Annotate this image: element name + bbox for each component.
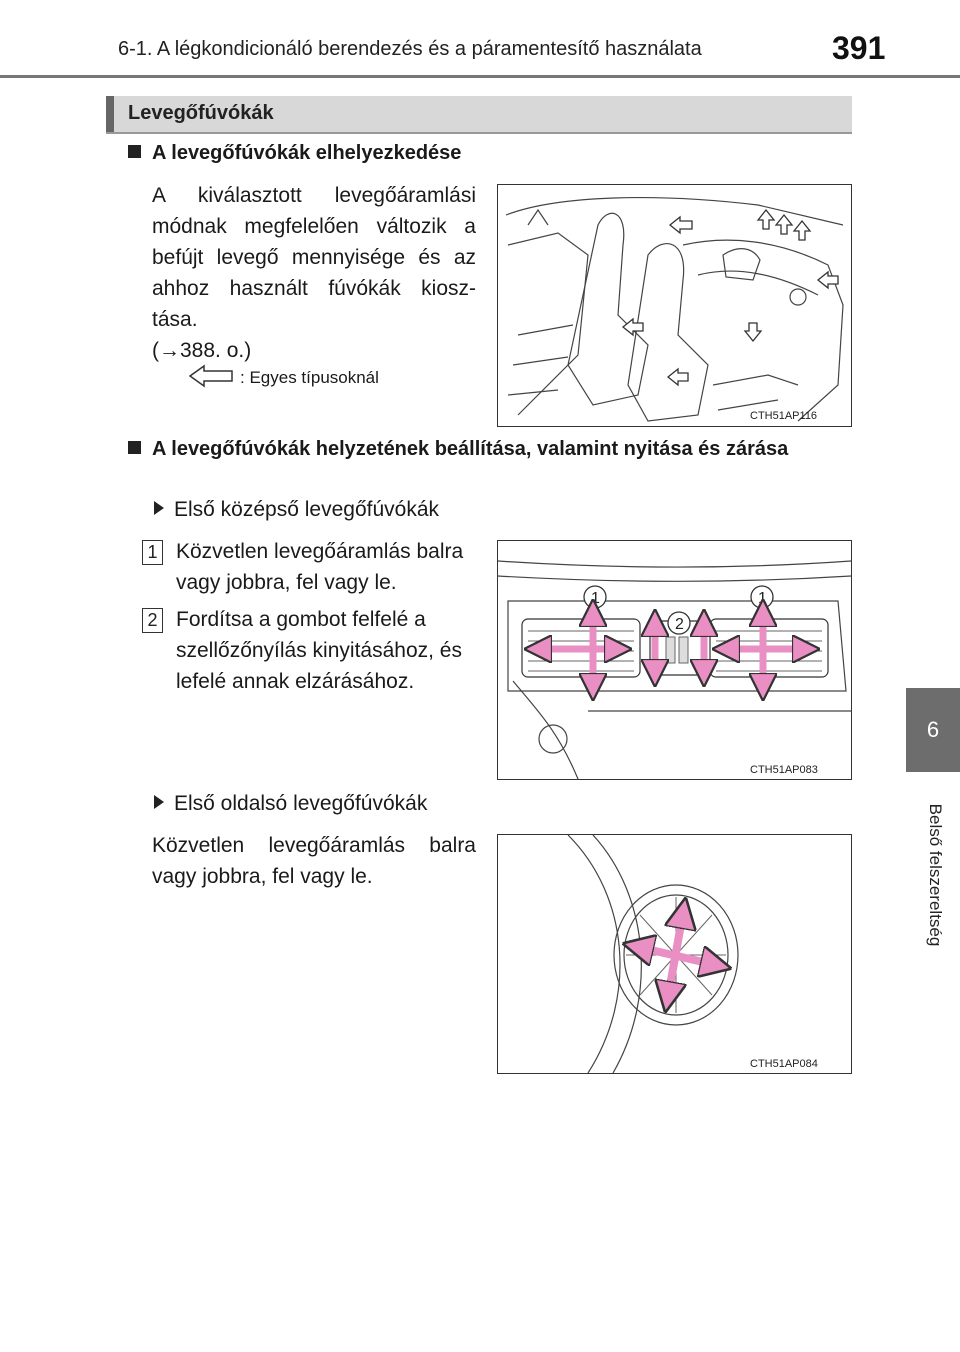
chapter-title: 6-1. A légkondicionáló berendezés és a páramentesítő használata xyxy=(118,38,702,60)
square-bullet-icon xyxy=(128,441,141,454)
figure-side-vent xyxy=(497,834,852,1074)
sub1-title xyxy=(154,498,439,522)
square-bullet-icon xyxy=(128,145,141,158)
page-number: 391 xyxy=(832,30,886,66)
chapter-side-label xyxy=(890,790,960,960)
chapter-side-label-text: Belső felszereltség xyxy=(926,803,945,947)
figure-label-2: 2 xyxy=(675,616,684,633)
sub2-text: Közvetlen levegőáramlás balra vagy jobbra, fel vagy le. xyxy=(152,834,476,888)
section-rule xyxy=(106,132,852,134)
item-number-2: 2 xyxy=(142,608,163,633)
item-number-1: 1 xyxy=(142,540,163,565)
figure2-code: CTH51AP083 xyxy=(750,764,818,776)
block2-heading xyxy=(128,434,848,465)
section-title: Levegőfúvókák xyxy=(128,102,274,124)
block1-heading xyxy=(128,142,461,165)
sub2-title xyxy=(154,792,427,816)
triangle-bullet-icon xyxy=(154,795,164,809)
block2-heading-text: A levegőfúvókák helyzetének beállítása, valamint nyitása és zárása xyxy=(152,438,789,460)
header-rule xyxy=(0,75,960,78)
figure-center-vents xyxy=(497,540,852,780)
section-title-bar xyxy=(106,96,852,132)
sub1-item1-text: Közvetlen levegőáramlás balra vagy jobbra, fel vagy le. xyxy=(176,540,464,594)
arrow-legend-icon xyxy=(188,364,234,388)
block1-text: A kiválasztott levegőáramlási módnak megfelelően változik a befújt levegő mennyisége és az ahhoz használt fúvókák kiosz- tása. xyxy=(152,184,476,331)
block1-heading-text: A levegőfúvókák elhelyezkedése xyxy=(152,142,462,164)
figure-label-1a: 1 xyxy=(591,590,600,607)
figure3-code: CTH51AP084 xyxy=(750,1058,818,1070)
figure1-code: CTH51AP116 xyxy=(750,410,818,422)
sub1-title-text: Első középső levegőfúvókák xyxy=(174,498,439,521)
figure-label-1b: 1 xyxy=(758,590,767,607)
block1-ref[interactable]: (→388. o.) xyxy=(152,339,252,362)
legend-text: : Egyes típusoknál xyxy=(240,368,379,387)
sub1-item2-text: Fordítsa a gombot felfelé a szellőzőnyílás kinyitásához, és lefelé annak elzárásához. xyxy=(176,608,462,693)
sub2-title-text: Első oldalsó levegőfúvókák xyxy=(174,792,428,815)
triangle-bullet-icon xyxy=(154,501,164,515)
figure-vent-locations xyxy=(497,184,852,427)
chapter-tab[interactable]: 6 xyxy=(906,688,960,772)
